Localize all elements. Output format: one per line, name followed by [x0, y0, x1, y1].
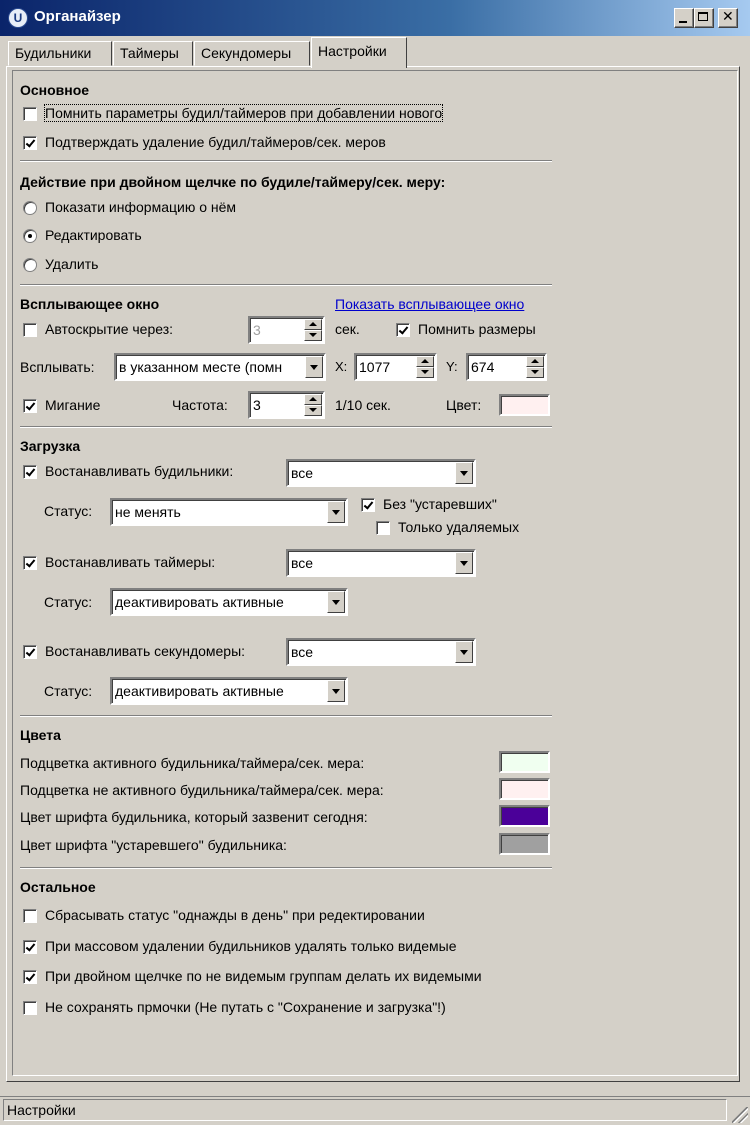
close-button[interactable]: [718, 8, 738, 28]
color-inactive-swatch[interactable]: [499, 778, 550, 800]
color-today-swatch[interactable]: [499, 805, 550, 827]
blink-label[interactable]: Мигание: [45, 397, 101, 413]
timer-status-value: деактивировать активные: [115, 594, 284, 610]
autohide-seconds-input[interactable]: [248, 316, 325, 344]
autohide-checkbox[interactable]: [23, 323, 37, 337]
y-label: Y:: [446, 359, 458, 374]
resize-grip-icon[interactable]: [732, 1107, 748, 1123]
alarm-status-value: не менять: [115, 504, 181, 520]
spin-up-icon[interactable]: [304, 319, 322, 330]
timer-status-select[interactable]: [110, 588, 348, 616]
restore-timers-label[interactable]: Востанавливать таймеры:: [45, 554, 216, 570]
tab-timers[interactable]: Таймеры: [113, 41, 193, 66]
tab-alarms[interactable]: Будильники: [8, 41, 112, 66]
confirm-delete-checkbox[interactable]: [23, 136, 37, 150]
popup-header: Всплывающее окно: [20, 296, 160, 312]
mass-delete-visible-checkbox[interactable]: [23, 940, 37, 954]
autohide-label[interactable]: Автоскрытие через:: [45, 321, 174, 337]
popup-color-swatch[interactable]: [499, 394, 550, 416]
frequency-value: 3: [253, 397, 261, 413]
minimize-button[interactable]: [674, 8, 694, 28]
restore-stopwatches-checkbox[interactable]: [23, 645, 37, 659]
popup-place-value: в указанном месте (помн: [119, 359, 283, 375]
separator: [20, 867, 552, 869]
double-click-header: Действие при двойном щелчке по будиле/таймеру/сек. меру:: [20, 174, 446, 190]
radio-edit[interactable]: [23, 229, 37, 243]
spin-down-icon[interactable]: [416, 367, 434, 378]
radio-show-info-label[interactable]: Показати информацию о нём: [45, 199, 237, 215]
autohide-spinner[interactable]: [304, 319, 322, 341]
restore-stopwatches-label[interactable]: Востанавливать секундомеры:: [45, 643, 246, 659]
chevron-down-icon[interactable]: [455, 552, 473, 574]
show-popup-link[interactable]: Показать всплывающее окно: [335, 296, 525, 312]
only-deletable-checkbox[interactable]: [376, 521, 390, 535]
x-value: 1077: [359, 359, 391, 375]
chevron-down-icon[interactable]: [305, 356, 323, 378]
stopwatch-status-select[interactable]: [110, 677, 348, 705]
y-spinner[interactable]: [526, 356, 544, 378]
loading-header: Загрузка: [20, 438, 81, 454]
colors-header: Цвета: [20, 727, 61, 743]
mass-delete-visible-label[interactable]: При массовом удалении будильников удалять только видемые: [45, 938, 457, 954]
no-outdated-checkbox[interactable]: [361, 498, 375, 512]
restore-timers-select[interactable]: [286, 549, 476, 577]
restore-stopwatches-select[interactable]: [286, 638, 476, 666]
frequency-unit: 1/10 сек.: [335, 397, 391, 413]
chevron-down-icon[interactable]: [455, 462, 473, 484]
y-input[interactable]: [466, 353, 547, 381]
no-save-checkbox[interactable]: [23, 1001, 37, 1015]
alarm-status-select[interactable]: [110, 498, 348, 526]
chevron-down-icon[interactable]: [327, 501, 345, 523]
remember-params-label[interactable]: Помнить параметры будил/таймеров при добавлении нового: [45, 105, 443, 121]
spin-up-icon[interactable]: [304, 394, 322, 405]
restore-timers-checkbox[interactable]: [23, 556, 37, 570]
spin-up-icon[interactable]: [416, 356, 434, 367]
reset-status-label[interactable]: Сбрасывать статус "однажды в день" при редектировании: [45, 907, 425, 923]
no-outdated-label[interactable]: Без "устаревших": [383, 496, 497, 512]
separator: [20, 160, 552, 162]
color-today-label: Цвет шрифта будильника, который зазвенит сегодня:: [20, 809, 368, 825]
autohide-seconds-value: 3: [253, 322, 261, 338]
restore-alarms-checkbox[interactable]: [23, 465, 37, 479]
restore-alarms-select[interactable]: [286, 459, 476, 487]
radio-delete[interactable]: [23, 258, 37, 272]
separator: [20, 284, 552, 286]
status-bar: [0, 1096, 750, 1125]
restore-alarms-label[interactable]: Востанавливать будильники:: [45, 463, 234, 479]
popup-place-label: Всплывать:: [20, 359, 95, 375]
other-header: Остальное: [20, 879, 96, 895]
make-visible-checkbox[interactable]: [23, 970, 37, 984]
popup-place-select[interactable]: [114, 353, 326, 381]
color-outdated-label: Цвет шрифта "устаревшего" будильника:: [20, 837, 287, 853]
remember-size-checkbox[interactable]: [396, 323, 410, 337]
timer-status-label: Статус:: [44, 594, 93, 610]
x-label: X:: [335, 359, 348, 374]
only-deletable-label[interactable]: Только удаляемых: [398, 519, 520, 535]
make-visible-label[interactable]: При двойном щелчке по не видемым группам делать их видемыми: [45, 968, 482, 984]
chevron-down-icon[interactable]: [327, 591, 345, 613]
alarm-status-label: Статус:: [44, 503, 93, 519]
remember-params-checkbox[interactable]: [23, 107, 37, 121]
minimize-icon: [679, 21, 687, 23]
window-title: Органайзер: [34, 8, 121, 25]
blink-checkbox[interactable]: [23, 399, 37, 413]
spin-down-icon[interactable]: [526, 367, 544, 378]
popup-color-label: Цвет:: [446, 397, 482, 413]
frequency-label: Частота:: [172, 397, 228, 413]
frequency-input[interactable]: [248, 391, 325, 419]
chevron-down-icon[interactable]: [327, 680, 345, 702]
status-text: Настройки: [3, 1099, 727, 1121]
radio-edit-label[interactable]: Редактировать: [45, 227, 142, 243]
spin-up-icon[interactable]: [526, 356, 544, 367]
separator: [20, 426, 552, 428]
separator: [20, 715, 552, 717]
color-inactive-label: Подцветка не активного будильника/таймера/сек. мера:: [20, 782, 384, 798]
radio-show-info[interactable]: [23, 201, 37, 215]
reset-status-checkbox[interactable]: [23, 909, 37, 923]
restore-alarms-value: все: [291, 465, 314, 481]
color-outdated-swatch[interactable]: [499, 833, 550, 855]
maximize-icon: [698, 12, 708, 21]
chevron-down-icon[interactable]: [455, 641, 473, 663]
tab-stopwatches[interactable]: Секундомеры: [194, 41, 310, 66]
stopwatch-status-value: деактивировать активные: [115, 683, 284, 699]
x-input[interactable]: [354, 353, 437, 381]
close-icon: ✕: [722, 9, 734, 25]
app-icon: U: [8, 8, 28, 28]
remember-size-label[interactable]: Помнить размеры: [418, 321, 536, 337]
spin-down-icon[interactable]: [304, 405, 322, 416]
restore-stopwatches-value: все: [291, 644, 314, 660]
frequency-spinner[interactable]: [304, 394, 322, 416]
radio-delete-label[interactable]: Удалить: [45, 256, 99, 272]
no-save-label[interactable]: Не сохранять прмочки (Не путать с "Сохранение и загрузка"!): [45, 999, 446, 1015]
color-active-swatch[interactable]: [499, 751, 550, 773]
spin-down-icon[interactable]: [304, 330, 322, 341]
title-bar[interactable]: [0, 0, 750, 36]
autohide-unit: сек.: [335, 321, 360, 337]
color-active-label: Подцветка активного будильника/таймера/сек. мера:: [20, 755, 365, 771]
tab-settings[interactable]: Настройки: [311, 37, 407, 68]
y-value: 674: [471, 359, 495, 375]
restore-timers-value: все: [291, 555, 314, 571]
x-spinner[interactable]: [416, 356, 434, 378]
stopwatch-status-label: Статус:: [44, 683, 93, 699]
maximize-button[interactable]: [694, 8, 714, 28]
confirm-delete-label[interactable]: Подтверждать удаление будил/таймеров/сек. меров: [45, 134, 386, 150]
basic-header: Основное: [20, 82, 90, 98]
